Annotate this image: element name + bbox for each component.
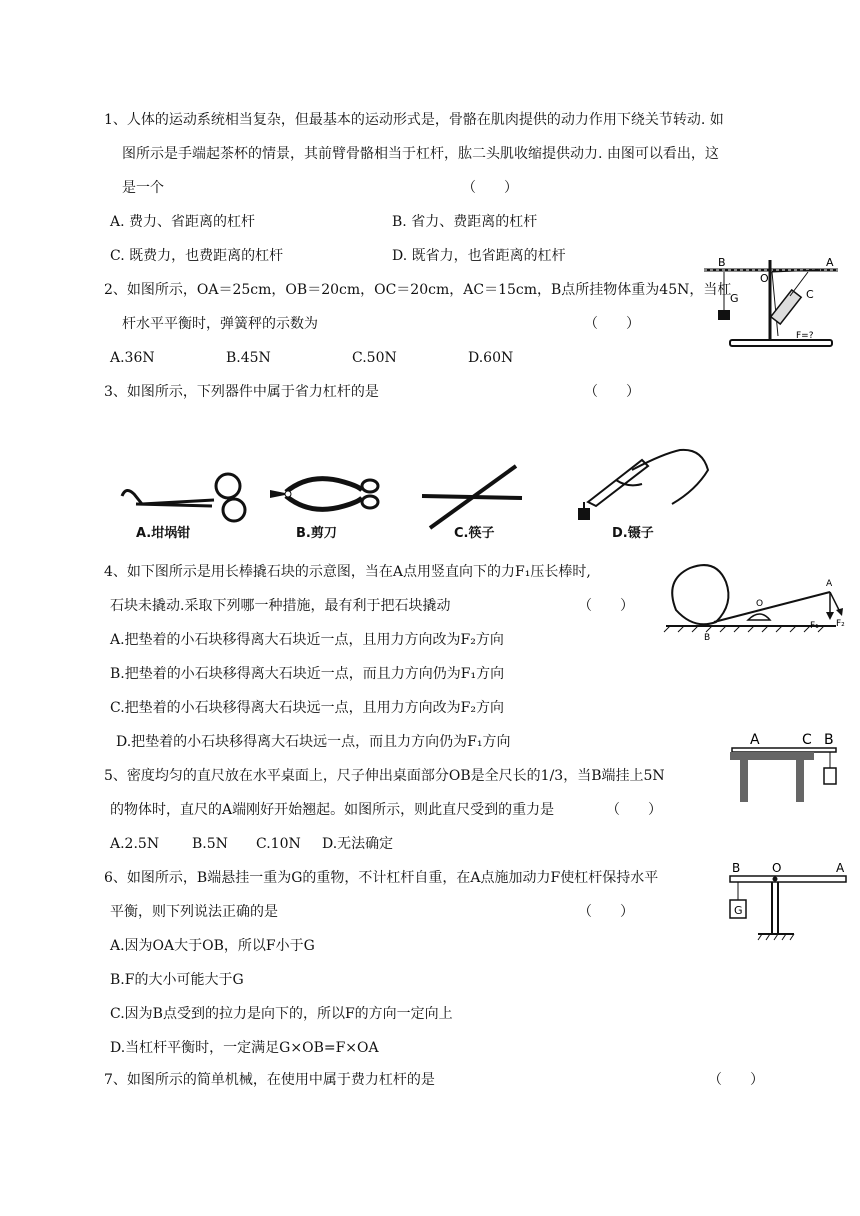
q6-lever-figure [724, 862, 854, 952]
q6-option-d: D.当杠杆平衡时，一定满足G×OB=F×OA [110, 1040, 379, 1056]
q6-option-c: C.因为B点受到的拉力是向下的，所以F的方向一定向上 [110, 1006, 453, 1022]
q6-line-2: 平衡，则下列说法正确的是 [110, 904, 278, 920]
q2-label-o: O [760, 272, 769, 285]
q1-line-1: 1、人体的运动系统相当复杂，但最基本的运动形式是，骨骼在肌肉提供的动力作用下绕关节转动. 如 [104, 112, 724, 128]
q4-line-2: 石块未撬动.采取下列哪一种措施，最有利于把石块撬动 [110, 598, 451, 614]
q4-label-o: O [756, 599, 764, 609]
q2-option-b: B.45N [226, 350, 271, 366]
q5-option-d: D.无法确定 [322, 836, 394, 852]
q2-label-c: C [806, 288, 814, 301]
q1-option-d: D. 既省力，也省距离的杠杆 [392, 248, 566, 264]
caption-chopsticks: C.筷子 [454, 526, 495, 541]
q5-label-b: B [824, 732, 834, 748]
q2-lever-figure [700, 256, 840, 356]
q5-option-b: B.5N [192, 836, 228, 852]
q4-label-f2: F₂ [836, 619, 845, 629]
q4-option-d: D.把垫着的小石块移得离大石块远一点，而且力方向仍为F₁方向 [116, 734, 511, 750]
q4-option-b: B.把垫着的小石块移得离大石块近一点，而且力方向仍为F₁方向 [110, 666, 505, 682]
q2-label-b: B [718, 256, 726, 269]
q2-line-2: 杆水平平衡时，弹簧秤的示数为 [122, 316, 318, 332]
q2-answer-paren[interactable]: （ ） [584, 316, 640, 332]
q2-label-a: A [826, 256, 834, 269]
q5-answer-paren[interactable]: （ ） [606, 802, 662, 818]
q4-label-a: A [826, 579, 833, 589]
q4-crowbar-figure [660, 560, 850, 650]
q5-line-2: 的物体时，直尺的A端刚好开始翘起。如图所示，则此直尺受到的重力是 [110, 802, 555, 818]
q6-line-1: 6、如图所示，B端悬挂一重为G的重物，不计杠杆自重，在A点施加动力F使杠杆保持水平 [104, 870, 659, 886]
q4-line-1: 4、如下图所示是用长棒撬石块的示意图，当在A点用竖直向下的力F₁压长棒时, [104, 564, 591, 580]
q2-line-1: 2、如图所示，OA＝25cm，OB＝20cm，OC＝20cm，AC＝15cm，B点所挂物体重为45N，当杠 [104, 282, 732, 298]
q3-answer-paren[interactable]: （ ） [584, 384, 640, 400]
q6-option-b: B.F的大小可能大于G [110, 972, 244, 988]
q6-label-o: O [772, 861, 782, 875]
q6-answer-paren[interactable]: （ ） [578, 904, 634, 920]
q4-answer-paren[interactable]: （ ） [578, 598, 634, 614]
q1-line-2: 图所示是手端起茶杯的情景，其前臂骨骼相当于杠杆，肱二头肌收缩提供动力. 由图可以看出，这 [122, 146, 719, 162]
q5-label-c: C [802, 732, 812, 748]
q7-answer-paren[interactable]: （ ） [708, 1072, 764, 1088]
q1-option-a: A. 费力、省距离的杠杆 [110, 214, 256, 230]
q5-label-a: A [750, 732, 760, 748]
q2-option-d: D.60N [468, 350, 514, 366]
q1-option-c: C. 既费力，也费距离的杠杆 [110, 248, 284, 264]
caption-crucible-tongs: A.坩埚钳 [136, 526, 191, 541]
q5-option-a: A.2.5N [110, 836, 160, 852]
q5-line-1: 5、密度均匀的直尺放在水平桌面上，尺子伸出桌面部分OB是全尺长的1/3，当B端挂上5N [104, 768, 665, 784]
tweezers-figure [572, 446, 712, 526]
crucible-tongs-figure [118, 464, 258, 524]
q5-option-c: C.10N [256, 836, 301, 852]
q6-label-b: B [732, 861, 741, 875]
q6-option-a: A.因为OA大于OB，所以F小于G [110, 938, 315, 954]
caption-scissors: B.剪刀 [296, 526, 337, 541]
q1-line-3: 是一个 [122, 180, 164, 196]
q6-label-g: G [734, 904, 743, 917]
q1-answer-paren[interactable]: （ ） [462, 180, 518, 196]
q2-option-a: A.36N [110, 350, 155, 366]
q6-label-a: A [836, 861, 845, 875]
q2-option-c: C.50N [352, 350, 397, 366]
q2-label-f: F=? [796, 331, 814, 341]
q3-line-1: 3、如图所示，下列器件中属于省力杠杆的是 [104, 384, 379, 400]
q1-option-b: B. 省力、费距离的杠杆 [392, 214, 538, 230]
caption-tweezers: D.镊子 [612, 526, 654, 541]
scissors-figure [266, 468, 386, 528]
q2-label-g: G [730, 292, 739, 305]
q4-label-b: B [704, 633, 711, 643]
q4-label-f1: F₁ [810, 621, 819, 631]
q7-line-1: 7、如图所示的简单机械，在使用中属于费力杠杆的是 [104, 1072, 435, 1088]
q5-ruler-table-figure [726, 726, 846, 806]
q4-option-a: A.把垫着的小石块移得离大石块近一点，且用力方向改为F₂方向 [110, 632, 504, 648]
q4-option-c: C.把垫着的小石块移得离大石块远一点，且用力方向改为F₂方向 [110, 700, 504, 716]
